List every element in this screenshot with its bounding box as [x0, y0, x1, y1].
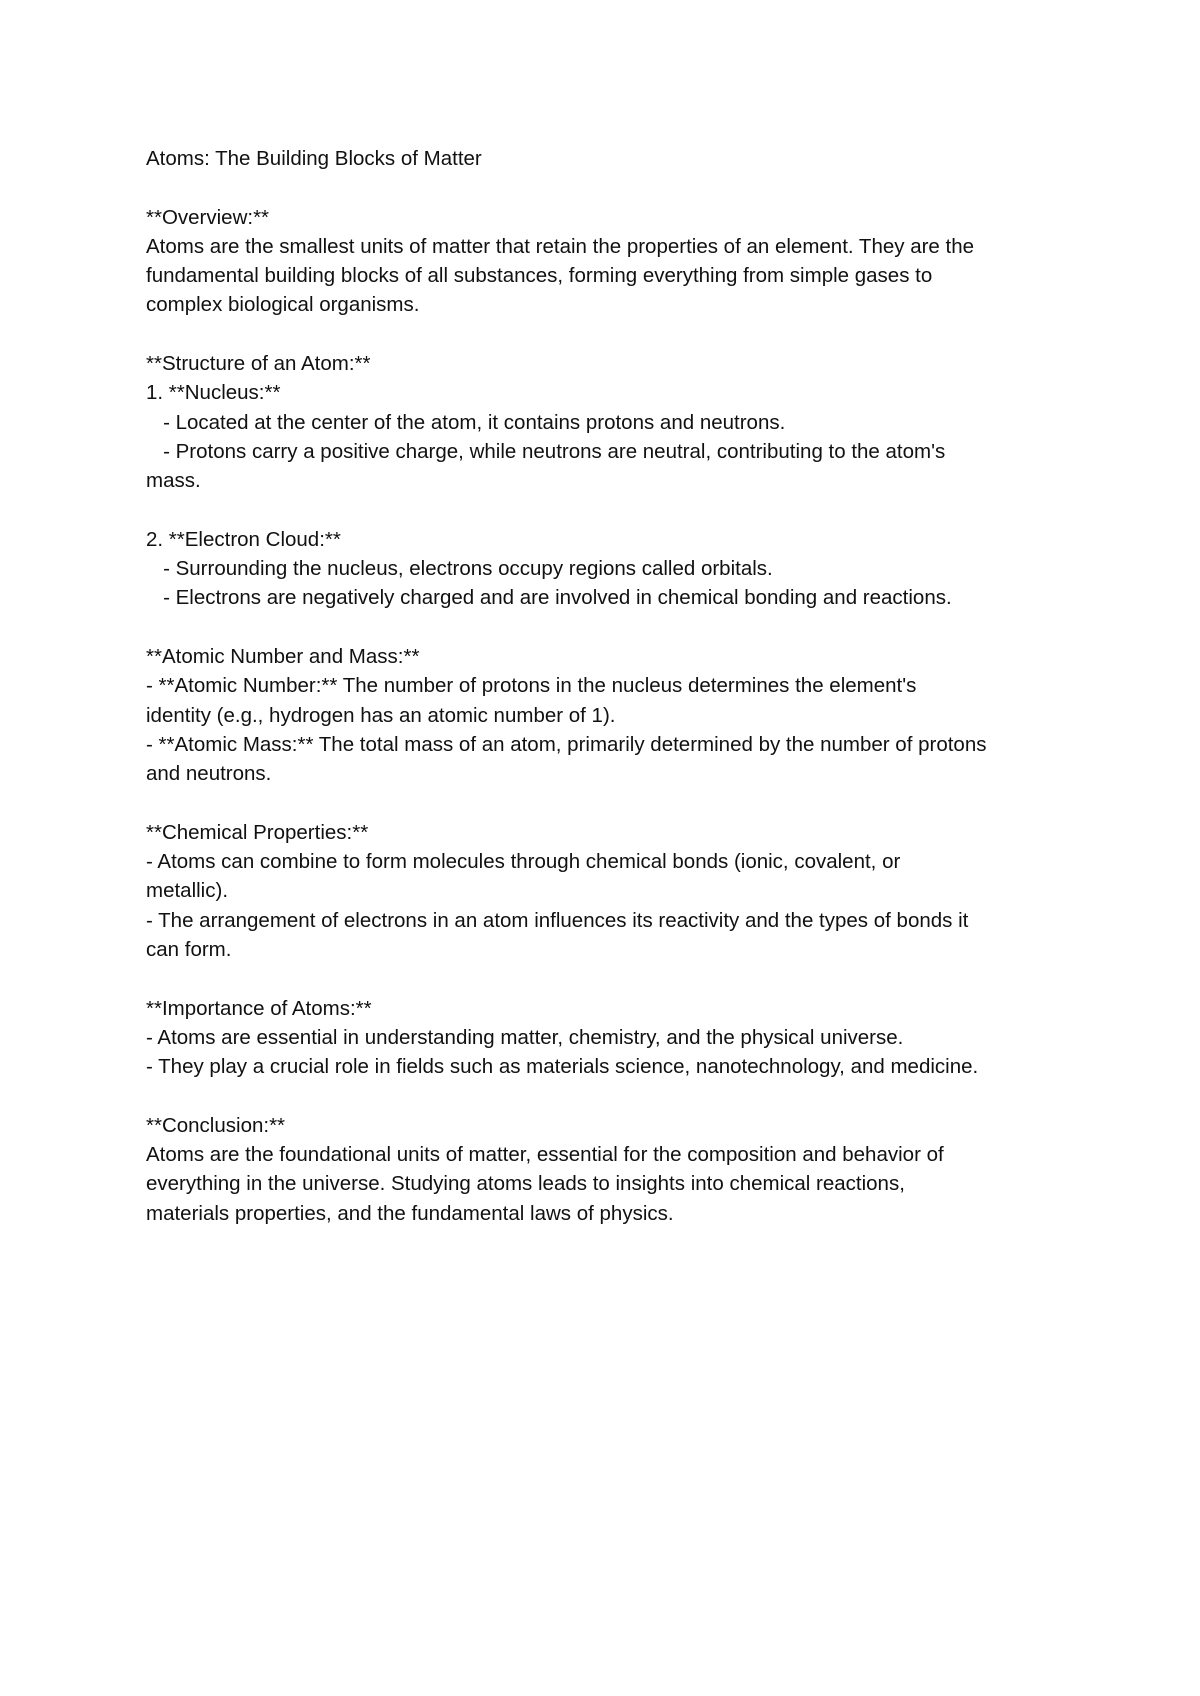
blank-line — [146, 789, 1076, 818]
nucleus-heading: 1. **Nucleus:** — [146, 381, 281, 405]
electron-cloud-heading: 2. **Electron Cloud:** — [146, 527, 341, 551]
blank-line — [146, 964, 1076, 993]
chemical-properties-line: metallic). — [146, 879, 229, 903]
atomic-number-mass-line: - **Atomic Number:** The number of protons in the nucleus determines the element's — [146, 674, 917, 698]
atomic-number-mass-line: and neutrons. — [146, 762, 272, 786]
atomic-number-mass-line: - **Atomic Mass:** The total mass of an atom, primarily determined by the number of protons — [146, 732, 987, 756]
overview-line: complex biological organisms. — [146, 293, 420, 317]
blank-line — [146, 496, 1076, 525]
overview-line: fundamental building blocks of all substances, forming everything from simple gases to — [146, 264, 933, 288]
blank-line — [146, 320, 1076, 349]
chemical-properties-line: - Atoms can combine to form molecules through chemical bonds (ionic, covalent, or — [146, 850, 901, 874]
overview-heading: **Overview:** — [146, 205, 270, 229]
structure-heading: **Structure of an Atom:** — [146, 352, 371, 376]
conclusion-line: materials properties, and the fundamental laws of physics. — [146, 1201, 674, 1225]
electron-cloud-line: - Surrounding the nucleus, electrons occupy regions called orbitals. — [146, 557, 773, 581]
blank-line — [146, 173, 1076, 202]
electron-cloud-line: - Electrons are negatively charged and are involved in chemical bonding and reactions. — [146, 586, 952, 610]
conclusion-heading: **Conclusion:** — [146, 1113, 286, 1137]
nucleus-line: mass. — [146, 469, 201, 493]
importance-line: - Atoms are essential in understanding matter, chemistry, and the physical universe. — [146, 1025, 904, 1049]
overview-line: Atoms are the smallest units of matter that retain the properties of an element. They are the — [146, 234, 975, 258]
importance-heading: **Importance of Atoms:** — [146, 996, 372, 1020]
chemical-properties-heading: **Chemical Properties:** — [146, 820, 369, 844]
blank-line — [146, 613, 1076, 642]
blank-line — [146, 1082, 1076, 1111]
document-body — [146, 144, 1076, 1228]
chemical-properties-line: can form. — [146, 938, 232, 962]
atomic-number-mass-line: identity (e.g., hydrogen has an atomic number of 1). — [146, 703, 616, 727]
atomic-number-mass-heading: **Atomic Number and Mass:** — [146, 645, 420, 669]
conclusion-line: everything in the universe. Studying atoms leads to insights into chemical reactions, — [146, 1172, 905, 1196]
document-title: Atoms: The Building Blocks of Matter — [146, 147, 482, 170]
nucleus-line: - Protons carry a positive charge, while neutrons are neutral, contributing to the atom's — [146, 439, 946, 463]
importance-line: - They play a crucial role in fields such as materials science, nanotechnology, and medicine. — [146, 1055, 979, 1079]
nucleus-line: - Located at the center of the atom, it contains protons and neutrons. — [146, 410, 786, 434]
chemical-properties-line: - The arrangement of electrons in an atom influences its reactivity and the types of bonds it — [146, 908, 969, 932]
conclusion-line: Atoms are the foundational units of matter, essential for the composition and behavior of — [146, 1143, 944, 1167]
